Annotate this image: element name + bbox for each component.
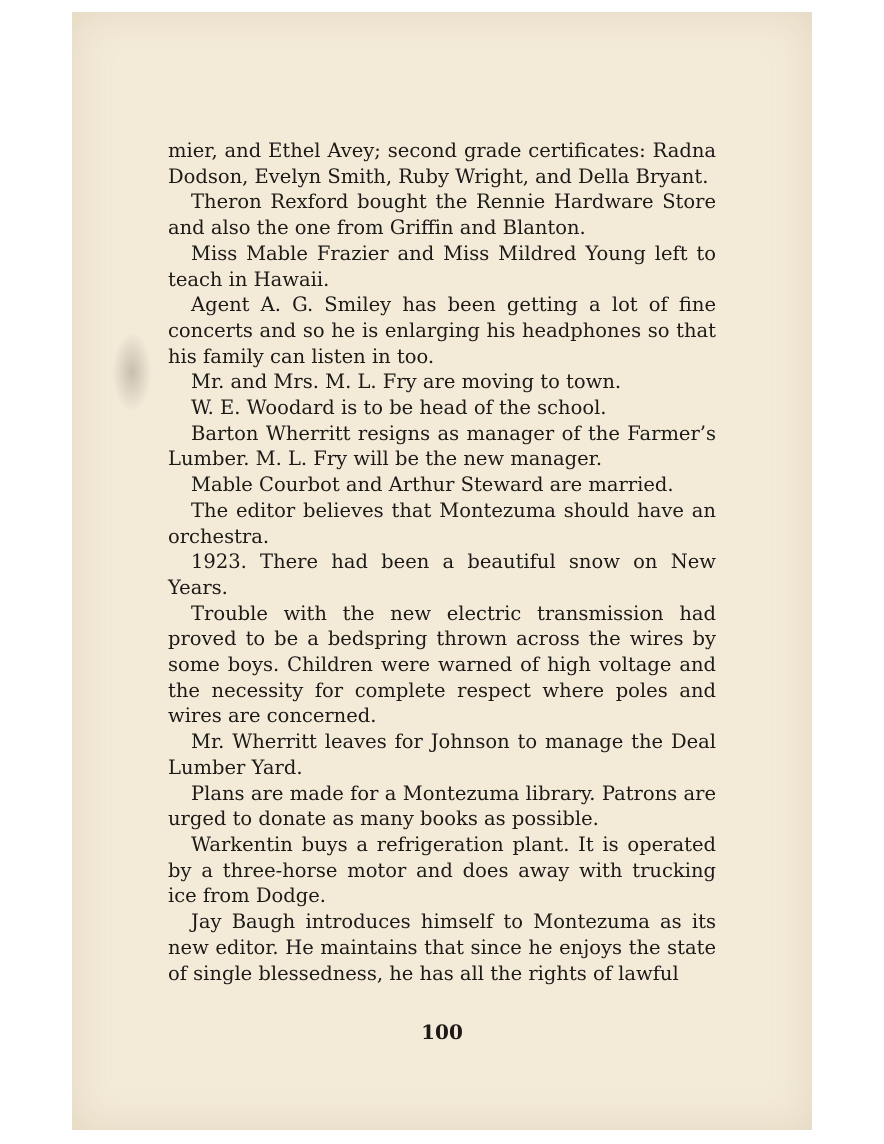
paragraph: Mable Courbot and Arthur Steward are married. — [191, 473, 674, 497]
paragraph: Theron Rexford bought the Rennie Hardware Store and also the one from Griffin and Blanton. — [168, 190, 716, 240]
paragraph: Plans are made for a Montezuma library. Patrons are urged to donate as many books as possible. — [168, 781, 716, 831]
page-smudge — [112, 332, 152, 412]
paragraph: W. E. Woodard is to be head of the school. — [191, 396, 607, 420]
body-text — [168, 138, 716, 986]
paragraph: Mr. Wherritt leaves for Johnson to manage the Deal Lumber Yard. — [168, 730, 716, 779]
paragraph: Mr. and Mrs. M. L. Fry are moving to town. — [191, 370, 622, 394]
page-number: 100 — [421, 1020, 463, 1044]
paragraph: Warkentin buys a refrigeration plant. It is operated by a three-horse motor and does away with trucking ice from Dodge. — [168, 832, 716, 908]
paragraph: Barton Wherritt resigns as manager of the Farmer’s Lumber. M. L. Fry will be the new manager. — [168, 421, 716, 471]
book-page — [72, 12, 812, 1130]
paragraph: Trouble with the new electric transmission had proved to be a bedspring thrown across the wires by some boys. Children were warned of high voltage and the necessity for complete respect where poles and wires are concerned. — [168, 601, 716, 728]
paragraph: Agent A. G. Smiley has been getting a lot of fine concerts and so he is enlarging his headphones so that his family can listen in too. — [168, 293, 716, 368]
paragraph: The editor believes that Montezuma should have an orchestra. — [168, 498, 716, 548]
paragraph: 1923. There had been a beautiful snow on New Years. — [168, 550, 716, 599]
paragraph: mier, and Ethel Avey; second grade certificates: Radna Dodson, Evelyn Smith, Ruby Wright, and Della Bryant. — [168, 139, 716, 188]
paragraph: Miss Mable Frazier and Miss Mildred Young left to teach in Hawaii. — [168, 241, 716, 291]
paragraph: Jay Baugh introduces himself to Montezuma as its new editor. He maintains that since he enjoys the state of single blessedness, he has all the rights of lawful — [168, 910, 716, 985]
